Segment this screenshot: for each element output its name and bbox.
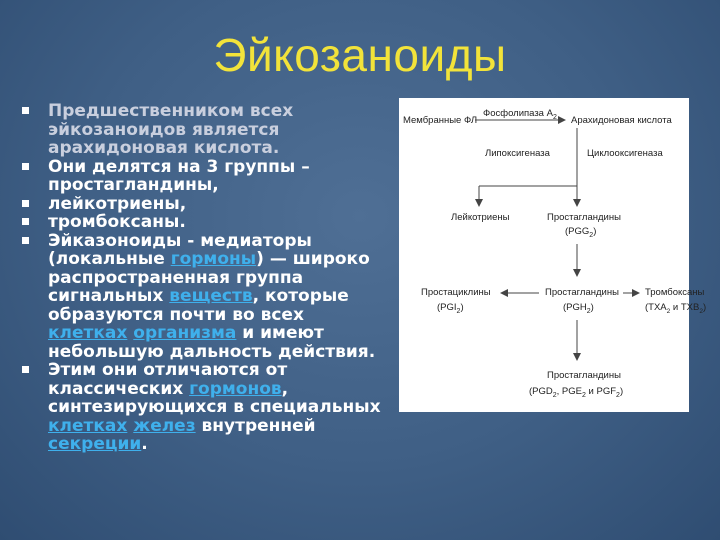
bullet-text: .: [141, 434, 148, 454]
bullet-item: [22, 102, 382, 158]
slide-title: Эйкозаноиды: [213, 29, 507, 81]
label-leukotrienes: Лейкотриены: [451, 212, 510, 223]
bullet-text: Эйказоноиды - медиаторы (локальные: [48, 230, 312, 269]
label-thromboxanes: Тромбоксаны: [645, 287, 705, 298]
bullet-text: Они делятся на 3 группы – простагландины,: [48, 156, 310, 195]
bullet-square-icon: [22, 163, 29, 170]
bullet-text: Этим они отличаются от классических: [48, 360, 288, 399]
label-txa-txb: ($TXA_2$ и $TXB_2$): [645, 302, 707, 315]
bullet-text: , синтезирующихся в специальных: [48, 378, 381, 417]
inline-link[interactable]: секреции: [48, 434, 142, 454]
bullet-square-icon: [22, 366, 29, 373]
bullet-text: внутренней: [195, 415, 316, 436]
bullet-text: , которые образуются почти во всех: [48, 286, 349, 325]
label-membrane-fl: Мембранные ФЛ: [403, 115, 478, 126]
label-phospholipase: Фосфолипаза $А_2$: [483, 108, 557, 121]
inline-link[interactable]: клетках: [48, 415, 128, 436]
label-lipoxygenase: Липоксигеназа: [485, 148, 550, 159]
label-prostaglandins-3: Простагландины: [547, 370, 621, 381]
inline-link[interactable]: веществ: [169, 286, 253, 306]
label-prostaglandins-1: Простагландины: [547, 212, 621, 223]
bullet-square-icon: [22, 200, 29, 207]
bullet-text: Предшественником всех эйкозаноидов является арахидоновая кислота.: [48, 101, 294, 158]
bullet-text: лейкотриены,: [48, 193, 187, 214]
label-pgh2: $(PGH_2)$: [563, 302, 594, 315]
diagram-svg: [399, 98, 707, 412]
inline-link[interactable]: гормоны: [170, 249, 257, 269]
bullet-item: [22, 158, 382, 195]
bullet-square-icon: [22, 237, 29, 244]
label-pgg2: $(PGG_2)$: [565, 226, 597, 239]
bullet-square-icon: [22, 107, 29, 114]
label-pgd-pge-pgf: ($PGD_2$, $PGE_2$ и $PGF_2$): [529, 386, 624, 399]
bullet-item: [22, 232, 382, 362]
bullet-square-icon: [22, 218, 29, 225]
label-prostacyclins: Простациклины: [421, 287, 491, 298]
label-cyclooxygenase: Циклооксигеназа: [587, 148, 663, 159]
inline-link[interactable]: гормонов: [189, 378, 282, 399]
bullet-list: [22, 102, 382, 454]
inline-link[interactable]: клетках: [48, 323, 128, 343]
label-prostaglandins-2: Простагландины: [545, 287, 619, 298]
bullet-text: ) — широко распространенная группа сигнальных: [48, 249, 370, 306]
bullet-item: [22, 361, 382, 454]
label-arachidonic-acid: Арахидоновая кислота: [571, 115, 672, 126]
inline-link[interactable]: организма: [133, 323, 237, 343]
bullet-text: тромбоксаны.: [48, 212, 186, 232]
bullet-item: [22, 213, 382, 232]
bullet-text: и имеют небольшую дальность действия.: [48, 323, 376, 362]
bullet-item: [22, 195, 382, 214]
eicosanoid-synthesis-diagram: [399, 98, 707, 412]
label-pgi2: $(PGI_2)$: [437, 302, 464, 315]
inline-link[interactable]: желез: [133, 415, 196, 436]
